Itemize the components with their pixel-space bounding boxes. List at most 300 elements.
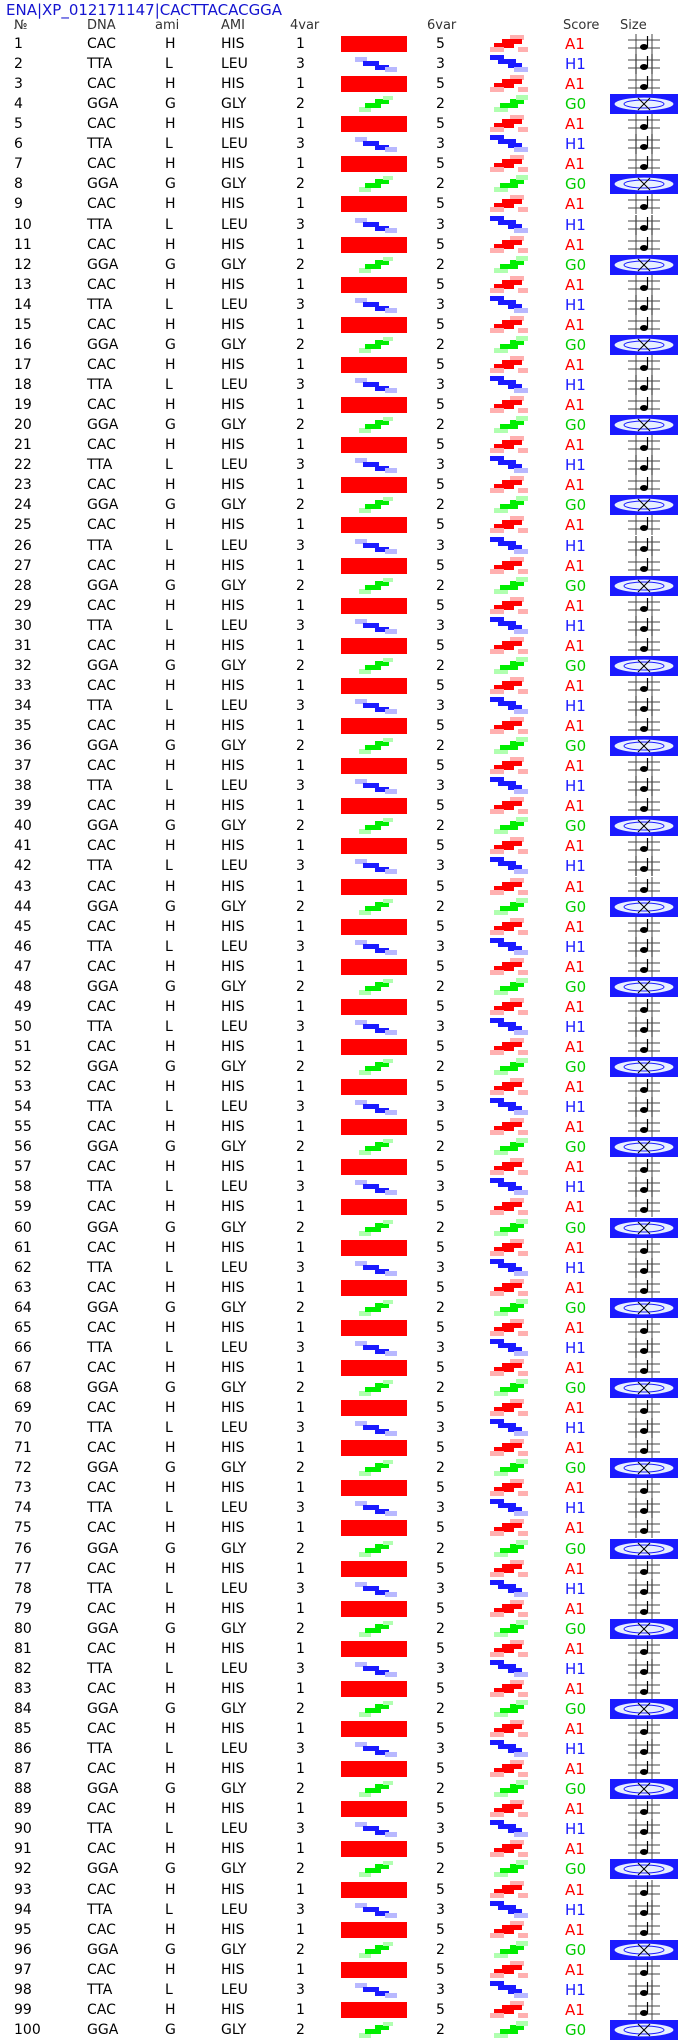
size-note-icon <box>610 315 678 335</box>
size-note-icon <box>610 235 678 255</box>
table-row <box>0 355 680 375</box>
var4-bar-leu <box>341 1821 407 1837</box>
size-note-icon <box>610 1799 678 1819</box>
var6-bar-leu <box>490 697 530 715</box>
row-number: 98 <box>14 1981 32 1998</box>
var4-value: 2 <box>296 256 305 273</box>
amino-code: LEU <box>221 1179 248 1196</box>
var4-bar-his <box>341 317 407 333</box>
amino-code: GLY <box>221 1620 247 1637</box>
amino-letter: G <box>165 1380 176 1397</box>
var4-bar-gly <box>341 658 407 674</box>
size-note-icon <box>610 1318 678 1338</box>
score-value: G0 <box>565 1860 587 1879</box>
amino-letter: G <box>165 657 176 674</box>
score-value: G0 <box>565 737 587 756</box>
dna-codon: CAC <box>87 1359 116 1376</box>
var6-value: 3 <box>436 296 445 313</box>
dna-codon: CAC <box>87 1640 116 1657</box>
var4-bar-leu <box>341 136 407 152</box>
dna-codon: CAC <box>87 1480 116 1497</box>
row-number: 8 <box>14 176 23 193</box>
amino-code: GLY <box>221 738 247 755</box>
dna-codon: CAC <box>87 597 116 614</box>
amino-letter: G <box>165 577 176 594</box>
header-size: Size <box>620 18 647 33</box>
score-value: A1 <box>565 596 585 615</box>
size-note-icon <box>610 997 678 1017</box>
amino-code: HIS <box>221 798 245 815</box>
size-note-icon <box>610 1278 678 1298</box>
table-row <box>0 1318 680 1338</box>
var6-value: 2 <box>436 417 445 434</box>
row-number: 26 <box>14 537 32 554</box>
var6-bar-his <box>490 1600 530 1618</box>
score-value: G0 <box>565 496 587 515</box>
table-row <box>0 977 680 997</box>
var6-value: 5 <box>436 477 445 494</box>
score-value: A1 <box>565 1318 585 1337</box>
var4-value: 2 <box>296 1861 305 1878</box>
size-note-icon <box>610 194 678 214</box>
row-number: 56 <box>14 1139 32 1156</box>
table-row <box>0 455 680 475</box>
amino-code: LEU <box>221 457 248 474</box>
var4-bar-gly <box>341 1942 407 1958</box>
table-row <box>0 877 680 897</box>
table-row <box>0 194 680 214</box>
size-disc-icon <box>610 576 678 596</box>
size-note-icon <box>610 957 678 977</box>
table-row <box>0 1960 680 1980</box>
table-row <box>0 1057 680 1077</box>
amino-code: GLY <box>221 497 247 514</box>
amino-code: HIS <box>221 437 245 454</box>
row-number: 65 <box>14 1319 32 1336</box>
var4-value: 2 <box>296 1299 305 1316</box>
table-row <box>0 1559 680 1579</box>
var6-value: 3 <box>436 1339 445 1356</box>
score-value: A1 <box>565 877 585 896</box>
size-disc-icon <box>610 1057 678 1077</box>
var4-bar-gly <box>341 2022 407 2038</box>
amino-letter: L <box>165 1420 173 1437</box>
amino-code: GLY <box>221 96 247 113</box>
amino-letter: H <box>165 276 176 293</box>
table-row <box>0 1920 680 1940</box>
var4-value: 1 <box>296 1440 305 1457</box>
table-row <box>0 1579 680 1599</box>
amino-letter: H <box>165 2001 176 2018</box>
var6-value: 5 <box>436 1921 445 1938</box>
var6-bar-leu <box>490 135 530 153</box>
var4-value: 1 <box>296 196 305 213</box>
var6-bar-his <box>490 878 530 896</box>
amino-letter: G <box>165 978 176 995</box>
var4-bar-his <box>341 879 407 895</box>
table-row <box>0 1619 680 1639</box>
table-row <box>0 1819 680 1839</box>
dna-codon: GGA <box>87 1219 119 1236</box>
var4-bar-leu <box>341 1902 407 1918</box>
score-value: A1 <box>565 1399 585 1418</box>
score-value: G0 <box>565 897 587 916</box>
var6-value: 2 <box>436 1380 445 1397</box>
dna-codon: CAC <box>87 1841 116 1858</box>
size-disc-icon <box>610 94 678 114</box>
amino-letter: L <box>165 296 173 313</box>
var6-value: 2 <box>436 1861 445 1878</box>
var6-bar-leu <box>490 857 530 875</box>
score-value: G0 <box>565 1138 587 1157</box>
var6-bar-leu <box>490 296 530 314</box>
score-value: A1 <box>565 275 585 294</box>
amino-letter: H <box>165 1440 176 1457</box>
var6-value: 3 <box>436 537 445 554</box>
dna-codon: TTA <box>87 457 113 474</box>
row-number: 35 <box>14 718 32 735</box>
dna-codon: CAC <box>87 1680 116 1697</box>
size-note-icon <box>610 1920 678 1940</box>
var6-bar-his <box>490 1800 530 1818</box>
amino-code: HIS <box>221 116 245 133</box>
var4-value: 1 <box>296 1079 305 1096</box>
amino-letter: H <box>165 1119 176 1136</box>
amino-letter: H <box>165 196 176 213</box>
var6-bar-his <box>490 1680 530 1698</box>
amino-letter: G <box>165 1540 176 1557</box>
amino-code: HIS <box>221 36 245 52</box>
var4-value: 1 <box>296 2001 305 2018</box>
score-value: G0 <box>565 175 587 194</box>
var4-bar-leu <box>341 1500 407 1516</box>
score-value: A1 <box>565 1920 585 1939</box>
var4-bar-his <box>341 76 407 92</box>
row-number: 52 <box>14 1059 32 1076</box>
var4-bar-gly <box>341 1781 407 1797</box>
table-row <box>0 1498 680 1518</box>
var6-bar-his <box>490 1479 530 1497</box>
score-value: G0 <box>565 1940 587 1959</box>
var4-value: 1 <box>296 677 305 694</box>
score-value: A1 <box>565 396 585 415</box>
var6-bar-his <box>490 1921 530 1939</box>
score-value: A1 <box>565 1760 585 1779</box>
row-number: 18 <box>14 377 32 394</box>
var6-bar-gly <box>490 898 530 916</box>
var4-value: 1 <box>296 517 305 534</box>
row-number: 50 <box>14 1018 32 1035</box>
var4-bar-leu <box>341 1099 407 1115</box>
var4-value: 3 <box>296 216 305 233</box>
amino-letter: L <box>165 1981 173 1998</box>
row-number: 81 <box>14 1640 32 1657</box>
var4-bar-his <box>341 798 407 814</box>
var6-value: 5 <box>436 76 445 93</box>
dna-codon: TTA <box>87 1018 113 1035</box>
score-value: A1 <box>565 1800 585 1819</box>
var6-value: 5 <box>436 276 445 293</box>
amino-letter: L <box>165 1099 173 1116</box>
size-note-icon <box>610 1518 678 1538</box>
table-row <box>0 1358 680 1378</box>
var6-value: 5 <box>436 116 445 133</box>
score-value: G0 <box>565 576 587 595</box>
var4-value: 3 <box>296 136 305 153</box>
score-value: G0 <box>565 1699 587 1718</box>
table-row <box>0 1077 680 1097</box>
row-number: 41 <box>14 838 32 855</box>
amino-code: LEU <box>221 617 248 634</box>
var4-value: 1 <box>296 1119 305 1136</box>
score-value: A1 <box>565 1078 585 1097</box>
row-number: 93 <box>14 1881 32 1898</box>
dna-codon: CAC <box>87 1400 116 1417</box>
var6-value: 2 <box>436 1460 445 1477</box>
table-row <box>0 636 680 656</box>
size-note-icon <box>610 215 678 235</box>
amino-code: GLY <box>221 1460 247 1477</box>
amino-code: HIS <box>221 1440 245 1457</box>
amino-code: GLY <box>221 256 247 273</box>
var4-value: 1 <box>296 1560 305 1577</box>
size-note-icon <box>610 435 678 455</box>
var6-bar-his <box>490 155 530 173</box>
var4-value: 3 <box>296 56 305 73</box>
amino-code: LEU <box>221 858 248 875</box>
table-row <box>0 1799 680 1819</box>
size-note-icon <box>610 696 678 716</box>
var6-value: 2 <box>436 1941 445 1958</box>
var4-bar-leu <box>341 1661 407 1677</box>
row-number: 19 <box>14 397 32 414</box>
amino-letter: H <box>165 677 176 694</box>
amino-code: LEU <box>221 1741 248 1758</box>
table-row <box>0 897 680 917</box>
var4-value: 1 <box>296 1640 305 1657</box>
amino-letter: L <box>165 537 173 554</box>
var4-bar-leu <box>341 698 407 714</box>
score-value: H1 <box>565 1579 586 1598</box>
var4-value: 2 <box>296 176 305 193</box>
amino-code: LEU <box>221 537 248 554</box>
amino-letter: H <box>165 1680 176 1697</box>
var4-bar-gly <box>341 337 407 353</box>
dna-codon: GGA <box>87 898 119 915</box>
score-value: A1 <box>565 676 585 695</box>
amino-letter: H <box>165 637 176 654</box>
table-row <box>0 1157 680 1177</box>
amino-letter: H <box>165 397 176 414</box>
size-note-icon <box>610 1197 678 1217</box>
amino-letter: H <box>165 1600 176 1617</box>
size-note-icon <box>610 937 678 957</box>
size-note-icon <box>610 134 678 154</box>
amino-letter: L <box>165 617 173 634</box>
var4-bar-his <box>341 1962 407 1978</box>
table-row <box>0 796 680 816</box>
row-number: 11 <box>14 236 32 253</box>
var6-value: 5 <box>436 356 445 373</box>
score-value: A1 <box>565 1038 585 1056</box>
var4-bar-gly <box>341 1139 407 1155</box>
score-value: G0 <box>565 95 587 114</box>
amino-code: GLY <box>221 657 247 674</box>
score-value: G0 <box>565 817 587 836</box>
var4-bar-gly <box>341 899 407 915</box>
var6-value: 5 <box>436 1119 445 1136</box>
size-disc-icon <box>610 1699 678 1719</box>
table-row <box>0 856 680 876</box>
var4-bar-his <box>341 1561 407 1577</box>
dna-codon: GGA <box>87 336 119 353</box>
amino-code: HIS <box>221 477 245 494</box>
row-number: 45 <box>14 918 32 935</box>
var4-bar-leu <box>341 56 407 72</box>
amino-letter: G <box>165 1861 176 1878</box>
var6-value: 5 <box>436 1480 445 1497</box>
dna-codon: CAC <box>87 677 116 694</box>
dna-codon: CAC <box>87 1279 116 1296</box>
var4-value: 2 <box>296 657 305 674</box>
score-value: A1 <box>565 757 585 776</box>
header-ami: ami <box>155 18 180 33</box>
amino-letter: L <box>165 938 173 955</box>
row-number: 88 <box>14 1781 32 1798</box>
dna-codon: CAC <box>87 1801 116 1818</box>
var6-value: 3 <box>436 1901 445 1918</box>
amino-letter: L <box>165 1500 173 1517</box>
size-disc-icon <box>610 897 678 917</box>
size-note-icon <box>610 1358 678 1378</box>
amino-code: HIS <box>221 1560 245 1577</box>
score-value: A1 <box>565 1118 585 1137</box>
var4-bar-his <box>341 1159 407 1175</box>
amino-code: HIS <box>221 718 245 735</box>
var4-value: 3 <box>296 457 305 474</box>
table-row <box>0 596 680 616</box>
var6-value: 5 <box>436 1961 445 1978</box>
row-number: 96 <box>14 1941 32 1958</box>
dna-codon: CAC <box>87 758 116 775</box>
var4-value: 2 <box>296 1700 305 1717</box>
amino-code: HIS <box>221 1359 245 1376</box>
dna-codon: TTA <box>87 1741 113 1758</box>
var4-value: 1 <box>296 397 305 414</box>
score-value: A1 <box>565 556 585 575</box>
row-number: 1 <box>14 36 23 52</box>
var6-value: 2 <box>436 336 445 353</box>
dna-codon: CAC <box>87 1600 116 1617</box>
var4-bar-leu <box>341 939 407 955</box>
var4-bar-his <box>341 758 407 774</box>
row-number: 23 <box>14 477 32 494</box>
score-value: H1 <box>565 1258 586 1277</box>
amino-letter: H <box>165 597 176 614</box>
size-note-icon <box>610 1559 678 1579</box>
size-disc-icon <box>610 1458 678 1478</box>
var4-bar-his <box>341 1039 407 1055</box>
var6-value: 3 <box>436 1981 445 1998</box>
dna-codon: GGA <box>87 1139 119 1156</box>
size-note-icon <box>610 1157 678 1177</box>
amino-letter: G <box>165 417 176 434</box>
var6-bar-his <box>490 1198 530 1216</box>
var4-bar-his <box>341 558 407 574</box>
var6-value: 2 <box>436 256 445 273</box>
dna-codon: CAC <box>87 918 116 935</box>
table-row <box>0 937 680 957</box>
table-row <box>0 395 680 415</box>
dna-codon: TTA <box>87 938 113 955</box>
var4-bar-gly <box>341 1541 407 1557</box>
table-row <box>0 435 680 455</box>
header-dna: DNA <box>87 18 116 33</box>
size-note-icon <box>610 1258 678 1278</box>
size-note-icon <box>610 1238 678 1258</box>
amino-letter: L <box>165 136 173 153</box>
var6-value: 2 <box>436 1219 445 1236</box>
var6-bar-his <box>490 597 530 615</box>
var4-bar-his <box>341 357 407 373</box>
dna-codon: TTA <box>87 296 113 313</box>
size-note-icon <box>610 1659 678 1679</box>
var6-bar-leu <box>490 537 530 555</box>
row-number: 68 <box>14 1380 32 1397</box>
var6-bar-his <box>490 1881 530 1899</box>
var6-value: 3 <box>436 1580 445 1597</box>
var6-bar-his <box>490 717 530 735</box>
score-value: H1 <box>565 376 586 395</box>
score-value: A1 <box>565 636 585 655</box>
size-disc-icon <box>610 2020 678 2040</box>
size-note-icon <box>610 1498 678 1518</box>
amino-letter: H <box>165 798 176 815</box>
var4-value: 3 <box>296 778 305 795</box>
size-note-icon <box>610 536 678 556</box>
row-number: 9 <box>14 196 23 213</box>
var4-value: 2 <box>296 96 305 113</box>
amino-code: HIS <box>221 316 245 333</box>
amino-code: LEU <box>221 1821 248 1838</box>
amino-letter: L <box>165 56 173 73</box>
size-note-icon <box>610 856 678 876</box>
table-row <box>0 1117 680 1137</box>
var6-bar-gly <box>490 1540 530 1558</box>
var6-bar-gly <box>490 1138 530 1156</box>
size-note-icon <box>610 676 678 696</box>
var4-value: 3 <box>296 1099 305 1116</box>
size-note-icon <box>610 716 678 736</box>
var6-bar-gly <box>490 95 530 113</box>
var4-value: 3 <box>296 296 305 313</box>
score-value: A1 <box>565 355 585 374</box>
size-note-icon <box>610 1739 678 1759</box>
amino-code: GLY <box>221 978 247 995</box>
dna-codon: GGA <box>87 577 119 594</box>
table-row <box>0 235 680 255</box>
score-value: A1 <box>565 917 585 936</box>
score-value: G0 <box>565 1298 587 1317</box>
var6-bar-leu <box>490 376 530 394</box>
amino-letter: H <box>165 1319 176 1336</box>
row-number: 43 <box>14 878 32 895</box>
var4-value: 1 <box>296 1721 305 1738</box>
amino-code: LEU <box>221 1981 248 1998</box>
amino-code: GLY <box>221 1219 247 1236</box>
var6-value: 5 <box>436 1159 445 1176</box>
var6-value: 5 <box>436 1440 445 1457</box>
